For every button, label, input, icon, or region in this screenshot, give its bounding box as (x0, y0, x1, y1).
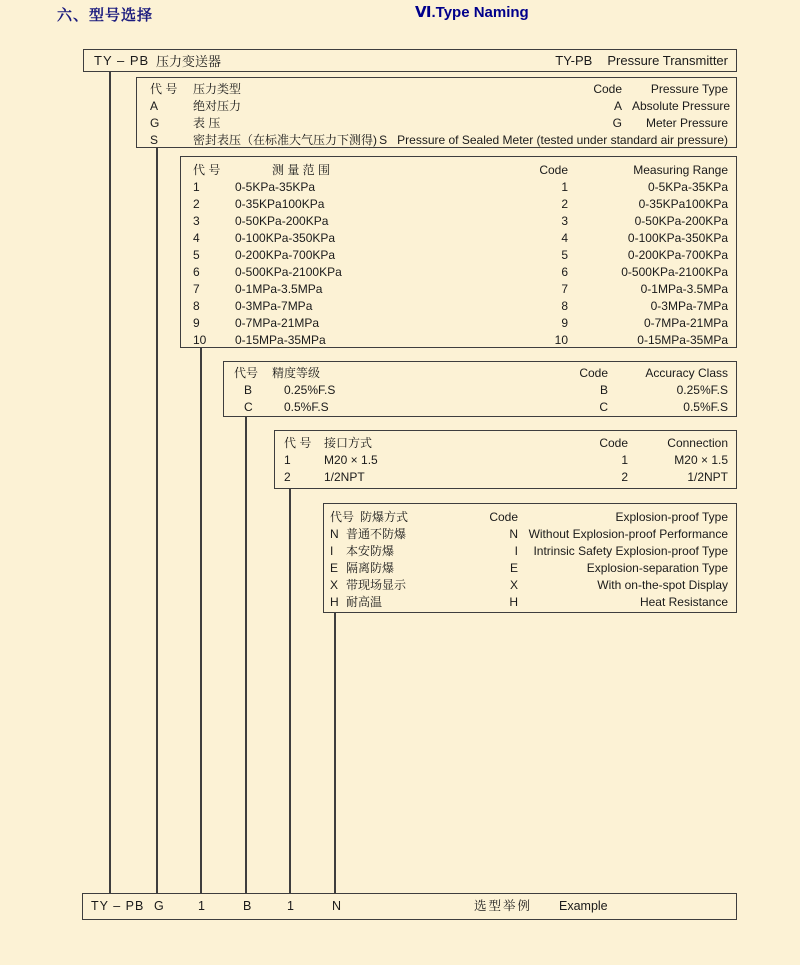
row-label-zh: 隔离防爆 (346, 561, 395, 575)
row-label-en: 0-200KPa-700KPa (627, 248, 728, 262)
header-code-en: Code (489, 510, 518, 524)
row-code-zh: 2 (284, 470, 291, 484)
header-code-zh: 代 号 (150, 82, 178, 96)
measuring-range-table (180, 156, 737, 348)
pressure-type-header (150, 81, 728, 98)
table-row (330, 526, 728, 543)
row-code-en: I (514, 544, 518, 558)
header-code-zh: 代 号 (284, 436, 312, 450)
row-label-zh: M20 × 1.5 (324, 453, 378, 467)
row-code-en: G (612, 116, 622, 130)
row-label-en: 0-5KPa-35KPa (647, 180, 728, 194)
table-row (330, 594, 728, 611)
row-code-en: 10 (554, 333, 568, 347)
table-row (193, 230, 728, 247)
row-code-zh: 9 (193, 316, 200, 330)
row-label-zh: 0.25%F.S (284, 383, 336, 397)
row-code-zh: I (330, 544, 334, 558)
example-code-model: TY – PB (91, 899, 145, 913)
example-code-accuracy: B (243, 899, 252, 913)
example-code-connection: 1 (287, 899, 294, 913)
section-title-zh: 六、型号选择 (57, 7, 154, 24)
table-row (193, 179, 728, 196)
row-label-zh: 0.5%F.S (284, 400, 329, 414)
table-row (193, 264, 728, 281)
row-code-en: 3 (561, 214, 568, 228)
row-code-en: H (509, 595, 518, 609)
accuracy-class-table (223, 361, 737, 417)
table-row (193, 298, 728, 315)
table-row (193, 247, 728, 264)
accuracy-class-header (234, 365, 728, 382)
row-code-zh: 5 (193, 248, 200, 262)
table-row (150, 98, 731, 115)
header-label-zh: 压力类型 (193, 82, 242, 96)
explosion-proof-header (330, 509, 728, 526)
table-row (330, 543, 728, 560)
example-label-zh: 选型举例 (474, 899, 533, 913)
model-code-zh: TY – PB (94, 53, 150, 68)
section-title-en: Ⅵ.Type Naming (415, 4, 529, 21)
row-label-zh: 0-200KPa-700KPa (235, 248, 336, 262)
row-code-en: 2 (561, 197, 568, 211)
row-label-zh: 0-15MPa-35MPa (235, 333, 326, 347)
row-code-en: B (599, 383, 608, 397)
connection-header (284, 435, 728, 452)
row-label-en: 0-35KPa100KPa (638, 197, 728, 211)
table-row (234, 399, 728, 416)
header-label-en: Measuring Range (633, 163, 728, 177)
header-code-zh: 代号 (234, 366, 259, 380)
row-code-en: 9 (561, 316, 568, 330)
row-code-en: X (509, 578, 518, 592)
example-code-measuring-range: 1 (198, 899, 205, 913)
table-row (284, 452, 728, 469)
row-code-en: 7 (561, 282, 568, 296)
row-code-zh: B (244, 383, 253, 397)
row-label-zh: 带现场显示 (346, 578, 407, 592)
row-label-en: 0-15MPa-35MPa (637, 333, 728, 347)
model-label-en: Pressure Transmitter (607, 53, 728, 68)
row-label-en: Intrinsic Safety Explosion-proof Type (533, 544, 728, 558)
row-label-en: 1/2NPT (687, 470, 728, 484)
header-label-zh: 防爆方式 (360, 510, 409, 524)
row-code-zh: 2 (193, 197, 200, 211)
header-label-en: Accuracy Class (645, 366, 728, 380)
row-code-en: 6 (561, 265, 568, 279)
table-row (284, 469, 728, 486)
row-label-en: 0-50KPa-200KPa (634, 214, 728, 228)
header-code-en: Code (593, 82, 622, 96)
row-code-zh: H (330, 595, 339, 609)
header-label-en: Pressure Type (650, 82, 728, 96)
header-code-en: Code (579, 366, 608, 380)
row-label-en: Explosion-separation Type (586, 561, 728, 575)
row-label-en: 0-3MPa-7MPa (650, 299, 728, 313)
measuring-range-header (193, 162, 728, 179)
row-label-en: Pressure of Sealed Meter (tested under standard air pressure) (397, 133, 728, 147)
row-code-en: 5 (561, 248, 568, 262)
row-label-zh: 0-1MPa-3.5MPa (235, 282, 323, 296)
row-label-en: Absolute Pressure (632, 99, 731, 113)
row-code-zh: 4 (193, 231, 200, 245)
row-code-zh: G (150, 116, 160, 130)
row-label-zh: 1/2NPT (324, 470, 365, 484)
row-code-zh: 8 (193, 299, 200, 313)
row-code-zh: 6 (193, 265, 200, 279)
row-code-zh: C (244, 400, 253, 414)
example-label-en: Example (559, 899, 608, 913)
row-code-zh: E (330, 561, 339, 575)
row-code-zh: S (150, 133, 159, 147)
row-label-zh: 0-35KPa100KPa (235, 197, 325, 211)
table-row (193, 213, 728, 230)
header-label-zh: 精度等级 (272, 366, 321, 380)
row-code-zh: 10 (193, 333, 207, 347)
table-row (193, 281, 728, 298)
connector-line-explosion (334, 613, 336, 894)
row-label-en: Meter Pressure (645, 116, 728, 130)
row-label-zh: 密封表压（在标准大气压力下测得) (193, 133, 377, 147)
row-label-en: M20 × 1.5 (674, 453, 728, 467)
row-code-en: 4 (561, 231, 568, 245)
row-label-en: 0.25%F.S (676, 383, 728, 397)
table-row (150, 132, 728, 149)
header-code-zh: 代号 (330, 510, 355, 524)
row-label-zh: 本安防爆 (346, 544, 395, 558)
model-box (83, 49, 737, 72)
example-code-pressure-type: G (154, 899, 164, 913)
row-code-en: A (613, 99, 622, 113)
connector-line-model (109, 71, 111, 894)
model-code-en: TY-PB (555, 53, 593, 68)
table-row (150, 115, 728, 132)
row-label-en: With on-the-spot Display (597, 578, 728, 592)
row-label-zh: 耐高温 (346, 595, 383, 609)
example-box (82, 893, 737, 920)
row-label-zh: 表 压 (193, 116, 221, 130)
connector-line-measuring-range (200, 348, 202, 894)
explosion-proof-table (323, 503, 737, 613)
table-row (193, 332, 728, 349)
connector-line-pressure-type (156, 148, 158, 894)
header-code-en: Code (599, 436, 628, 450)
header-label-zh: 测 量 范 围 (272, 163, 331, 177)
row-label-en: Without Explosion-proof Performance (528, 527, 728, 541)
row-label-en: 0.5%F.S (683, 400, 728, 414)
header-label-en: Explosion-proof Type (615, 510, 728, 524)
header-code-en: Code (539, 163, 568, 177)
row-label-zh: 0-100KPa-350KPa (235, 231, 336, 245)
row-code-en: N (509, 527, 518, 541)
header-label-zh: 接口方式 (324, 436, 373, 450)
row-label-zh: 0-7MPa-21MPa (235, 316, 320, 330)
row-label-en: 0-500KPa-2100KPa (621, 265, 728, 279)
row-code-en: 1 (561, 180, 568, 194)
header-label-en: Connection (667, 436, 728, 450)
row-label-zh: 绝对压力 (193, 99, 242, 113)
row-label-en: 0-100KPa-350KPa (627, 231, 728, 245)
row-code-en: E (509, 561, 518, 575)
model-label-zh: 压力变送器 (156, 54, 222, 69)
row-code-zh: X (330, 578, 339, 592)
header-code-zh: 代 号 (193, 163, 221, 177)
row-code-en: C (599, 400, 608, 414)
row-label-zh: 0-50KPa-200KPa (235, 214, 329, 228)
pressure-type-table (136, 77, 737, 148)
row-code-en: S (379, 133, 388, 147)
row-code-zh: A (150, 99, 159, 113)
connector-line-accuracy (245, 417, 247, 894)
row-code-zh: 7 (193, 282, 200, 296)
row-label-zh: 0-5KPa-35KPa (235, 180, 316, 194)
connection-table (274, 430, 737, 489)
row-label-zh: 普通不防爆 (346, 527, 407, 541)
row-code-en: 8 (561, 299, 568, 313)
table-row (193, 196, 728, 213)
table-row (330, 560, 728, 577)
row-code-en: 1 (621, 453, 628, 467)
row-label-en: 0-1MPa-3.5MPa (640, 282, 728, 296)
row-code-zh: 1 (193, 180, 200, 194)
row-label-en: 0-7MPa-21MPa (643, 316, 728, 330)
table-row (330, 577, 728, 594)
row-label-zh: 0-500KPa-2100KPa (235, 265, 342, 279)
example-code-explosion: N (332, 899, 342, 913)
table-row (193, 315, 728, 332)
row-label-en: Heat Resistance (639, 595, 728, 609)
row-label-zh: 0-3MPa-7MPa (235, 299, 313, 313)
row-code-zh: N (330, 527, 339, 541)
model-en-group (555, 53, 728, 68)
row-code-en: 2 (621, 470, 628, 484)
connector-line-connection (289, 489, 291, 894)
table-row (234, 382, 728, 399)
row-code-zh: 3 (193, 214, 200, 228)
row-code-zh: 1 (284, 453, 291, 467)
